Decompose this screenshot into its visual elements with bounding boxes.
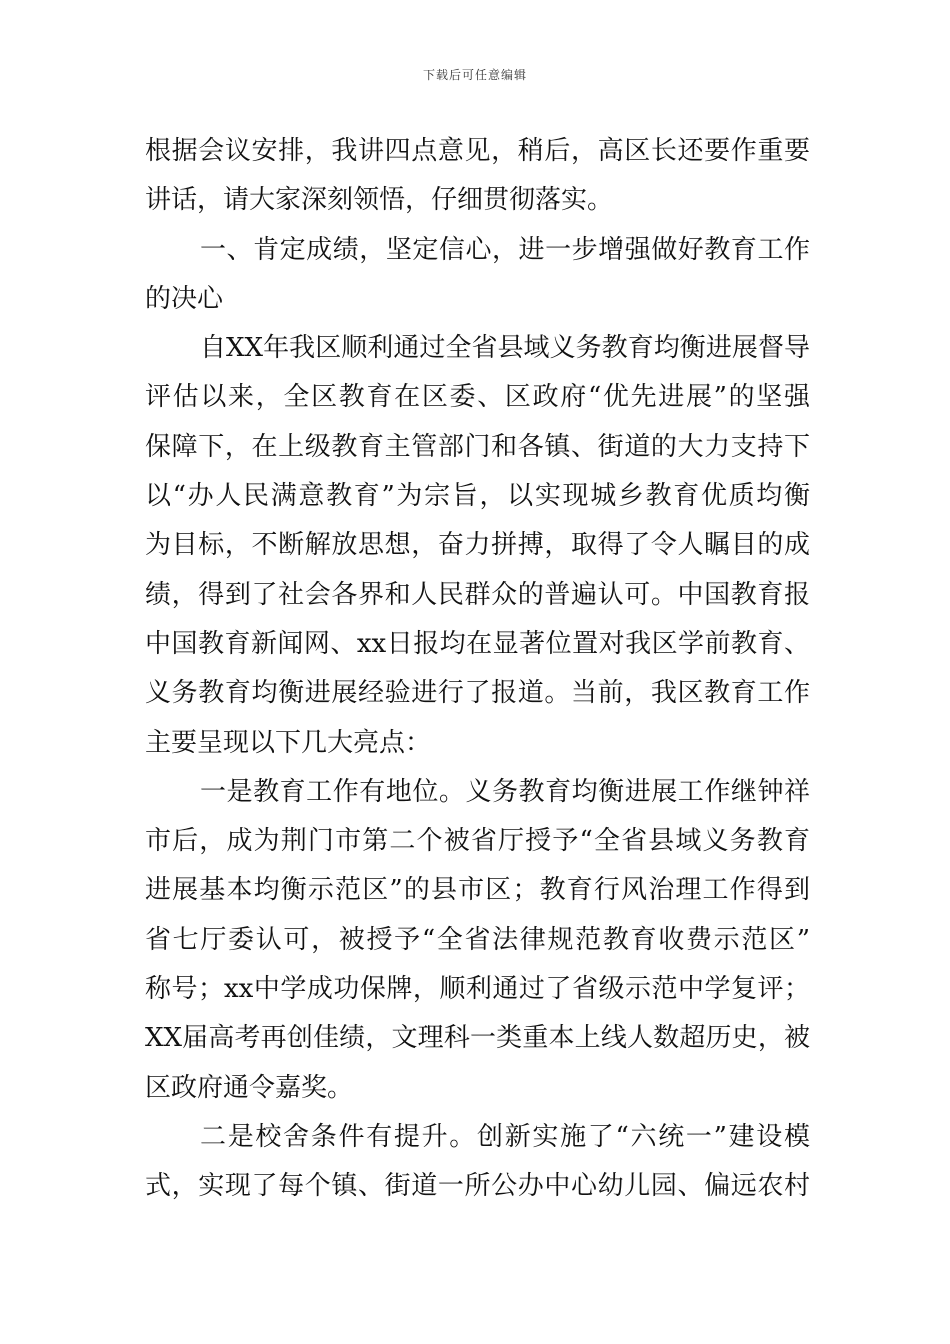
text-line: 一是教育工作有地位。义务教育均衡进展工作继钟祥 [200,776,810,807]
text-line: 自XX年我区顺利通过全省县域义务教育均衡进展督导 [200,333,810,364]
text-line: 市后，成为荆门市第二个被省厅授予“全省县域义务教育 [145,826,810,857]
text-line: 进展基本均衡示范区”的县市区；教育行风治理工作得到 [145,875,810,906]
text-line: 主要呈现以下几大亮点： [145,727,432,758]
text-line: 式，实现了每个镇、街道一所公办中心幼儿园、偏远农村 [145,1171,810,1202]
text-line: 中国教育新闻网、xx日报均在显著位置对我区学前教育、 [145,628,810,659]
text-line: 省七厅委认可，被授予“全省法律规范教育收费示范区” [145,924,810,955]
section-heading: 的决心 [145,283,224,314]
text-line: XX届高考再创佳绩，文理科一类重本上线人数超历史，被 [145,1023,810,1054]
text-line: 评估以来，全区教育在区委、区政府“优先进展”的坚强 [145,382,810,413]
document-body [145,127,810,1212]
text-line: 称号；xx中学成功保牌，顺利通过了省级示范中学复评； [145,974,810,1005]
text-line: 二是校舍条件有提升。创新实施了“六统一”建设模 [200,1121,810,1152]
text-line: 义务教育均衡进展经验进行了报道。当前，我区教育工作 [145,678,810,709]
text-line: 讲话，请大家深刻领悟，仔细贯彻落实。 [145,185,614,216]
text-line: 绩，得到了社会各界和人民群众的普遍认可。中国教育报 [145,579,810,610]
text-line: 保障下，在上级教育主管部门和各镇、街道的大力支持下 [145,431,810,462]
text-line: 为目标，不断解放思想，奋力拼搏，取得了令人瞩目的成 [145,530,810,561]
text-line: 以“办人民满意教育”为宗旨，以实现城乡教育优质均衡 [145,481,810,512]
section-heading: 一、肯定成绩，坚定信心，进一步增强做好教育工作 [200,234,810,265]
text-line: 根据会议安排，我讲四点意见，稍后，高区长还要作重要 [145,136,810,166]
page-header-note: 下载后可任意编辑 [422,68,527,82]
text-line: 区政府通令嘉奖。 [145,1072,354,1103]
